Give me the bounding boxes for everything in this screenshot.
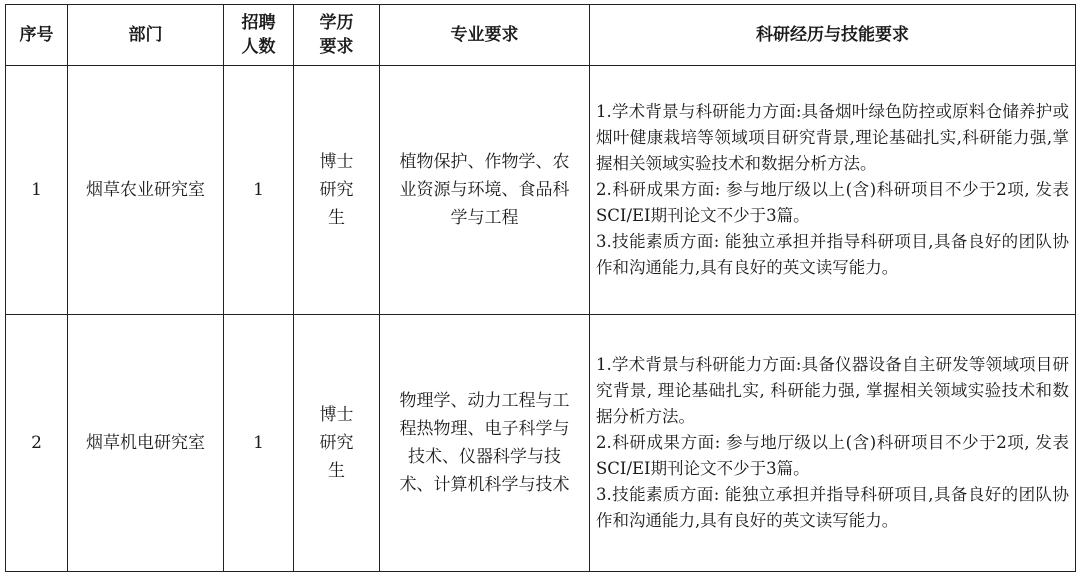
recruitment-table	[5, 4, 1076, 572]
header-count: 招聘 人数	[224, 5, 294, 66]
table-row	[6, 315, 1076, 572]
cell-no: 1	[6, 66, 68, 315]
exp-item-3: 3.技能素质方面: 能独立承担并指导科研项目,具备良好的团队协作和沟通能力,具有良好的英文读写能力。	[596, 485, 1069, 530]
cell-major: 植物保护、作物学、农业资源与环境、食品科学与工程	[380, 66, 590, 315]
header-major: 专业要求	[380, 5, 590, 66]
exp-item-2: 2.科研成果方面: 参与地厅级以上(含)科研项目不少于2项, 发表SCI/EI期刊论文不少于3篇。	[596, 433, 1069, 478]
exp-item-1: 1.学术背景与科研能力方面:具备烟叶绿色防控或原料仓储养护或烟叶健康栽培等领域项目研究背景,理论基础扎实,科研能力强,掌握相关领域实验技术和数据分析方法。	[596, 102, 1069, 173]
header-dept: 部门	[68, 5, 224, 66]
header-edu: 学历 要求	[294, 5, 380, 66]
cell-dept: 烟草机电研究室	[68, 315, 224, 572]
cell-no: 2	[6, 315, 68, 572]
table-row	[6, 66, 1076, 315]
exp-item-3: 3.技能素质方面: 能独立承担并指导科研项目,具备良好的团队协作和沟通能力,具有良好的英文读写能力。	[596, 232, 1069, 277]
cell-dept: 烟草农业研究室	[68, 66, 224, 315]
exp-item-2: 2.科研成果方面: 参与地厅级以上(含)科研项目不少于2项, 发表SCI/EI期刊论文不少于3篇。	[596, 180, 1069, 225]
exp-item-1: 1.学术背景与科研能力方面:具备仪器设备自主研发等领域项目研究背景, 理论基础扎实, 科研能力强, 掌握相关领域实验技术和数据分析方法。	[596, 355, 1069, 426]
cell-edu: 博士研究生	[294, 66, 380, 315]
cell-count: 1	[224, 315, 294, 572]
cell-exp	[590, 315, 1076, 572]
header-exp: 科研经历与技能要求	[590, 5, 1076, 66]
cell-edu: 博士研究生	[294, 315, 380, 572]
cell-major: 物理学、动力工程与工程热物理、电子科学与技术、仪器科学与技术、计算机科学与技术	[380, 315, 590, 572]
header-no: 序号	[6, 5, 68, 66]
table-header-row	[6, 5, 1076, 66]
cell-count: 1	[224, 66, 294, 315]
cell-exp	[590, 66, 1076, 315]
